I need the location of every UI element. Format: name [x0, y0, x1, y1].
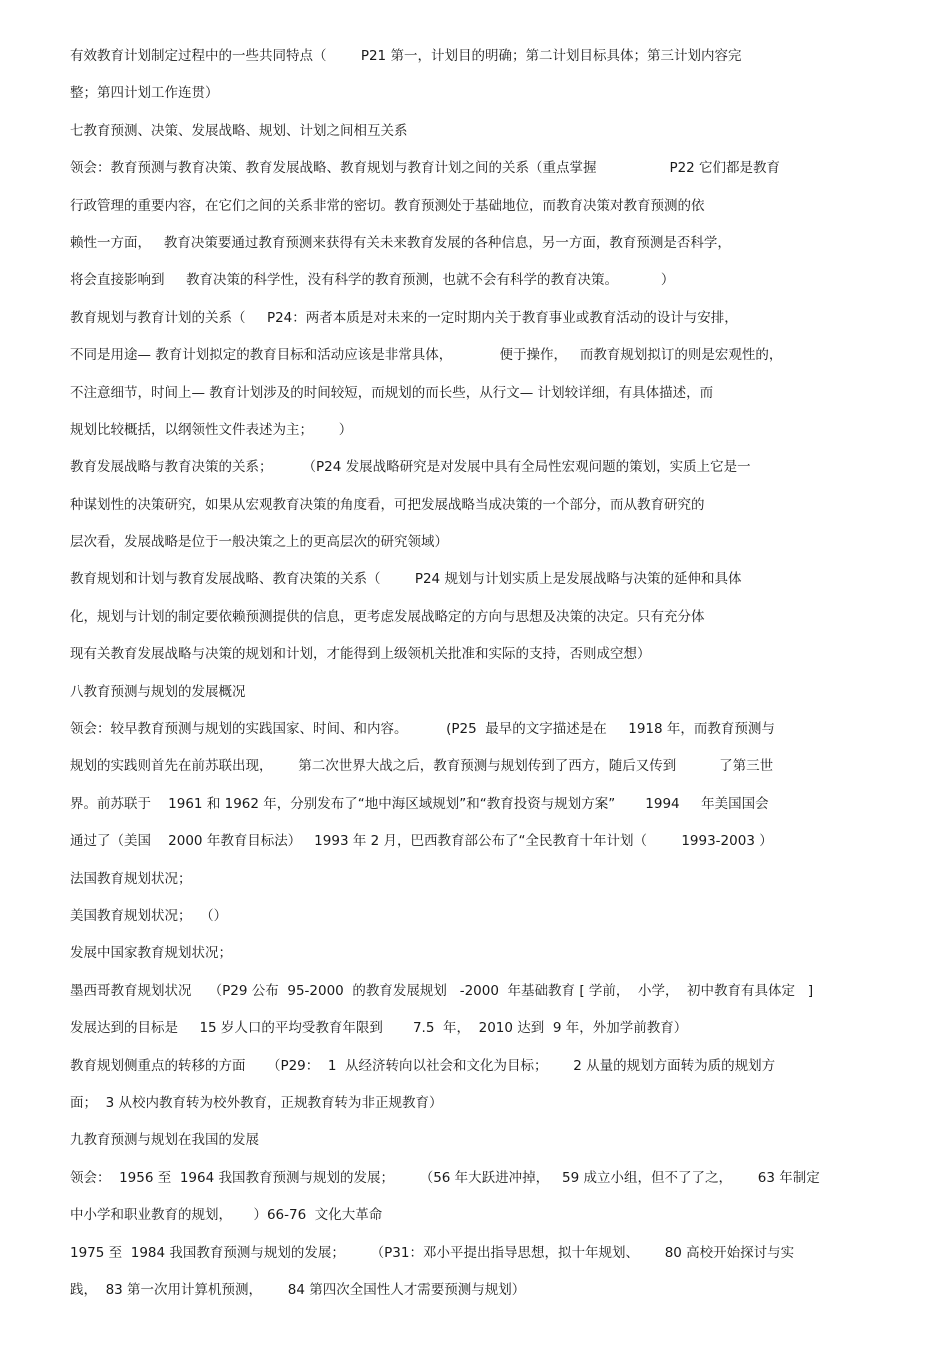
text-line: 整；第四计划工作连贯）	[70, 85, 219, 102]
text-line: 不注意细节，时间上— 教育计划涉及的时间较短，而规划的而长些，从行文— 计划较详细，有具体描述，而	[70, 384, 714, 401]
text-line: 赖性一方面， 教育决策要通过教育预测来获得有关未来教育发展的各种信息，另一方面，教育预测是否科学，	[70, 234, 731, 251]
text-line: 将会直接影响到 教育决策的科学性，没有科学的教育预测，也就不会有科学的教育决策。 ）	[70, 272, 675, 289]
text-line: 面； 3 从校内教育转为校外教育，正规教育转为非正规教育）	[70, 1094, 443, 1111]
text-line: 界。前苏联于 1961 和 1962 年，分别发布了“地中海区域规划”和“教育投资与规划方案” 1994 年美国国会	[70, 795, 769, 812]
text-line: 中小学和职业教育的规划， ）66-76 文化大革命	[70, 1207, 383, 1224]
text-line: 领会： 1956 至 1964 我国教育预测与规划的发展； （56 年大跃进冲掉， 59 成立小组，但不了了之， 63 年制定	[70, 1169, 820, 1186]
text-line: 八教育预测与规划的发展概况	[70, 683, 246, 700]
text-line: 现有关教育发展战略与决策的规划和计划，才能得到上级领机关批准和实际的支持，否则成空想）	[70, 646, 651, 663]
text-line: 墨西哥教育规划状况 （P29 公布 95-2000 的教育发展规划 -2000 年基础教育 [ 学前， 小学， 初中教育有具体定 ]	[70, 982, 814, 999]
text-line: 发展达到的目标是 15 岁人口的平均受教育年限到 7.5 年， 2010 达到 9 年，外加学前教育）	[70, 1020, 688, 1037]
text-line: 法国教育规划状况；	[70, 870, 192, 887]
text-line: 九教育预测与规划在我国的发展	[70, 1132, 259, 1149]
text-line: 践， 83 第一次用计算机预测， 84 第四次全国性人才需要预测与规划）	[70, 1281, 526, 1298]
text-line: 不同是用途— 教育计划拟定的教育目标和活动应该是非常具体， 便于操作， 而教育规划拟订的则是宏观性的，	[70, 347, 783, 364]
text-line: 领会：较早教育预测与规划的实践国家、时间、和内容。 (P25 最早的文字描述是在 1918 年，而教育预测与	[70, 721, 775, 738]
text-line: 教育规划与教育计划的关系（ P24：两者本质是对未来的一定时期内关于教育事业或教育活动的设计与安排，	[70, 309, 738, 326]
text-line: 层次看，发展战略是位于一般决策之上的更高层次的研究领域）	[70, 534, 448, 551]
text-line: 种谋划性的决策研究，如果从宏观教育决策的角度看，可把发展战略当成决策的一个部分，而从教育研究的	[70, 496, 705, 513]
text-line: 规划的实践则首先在前苏联出现， 第二次世界大战之后，教育预测与规划传到了西方，随后又传到 了第三世	[70, 758, 774, 775]
text-line: 规划比较概括，以纲领性文件表述为主； ）	[70, 421, 353, 438]
text-line: 化，规划与计划的制定要依赖预测提供的信息，更考虑发展战略定的方向与思想及决策的决定。只有充分体	[70, 608, 705, 625]
text-line: 美国教育规划状况； （）	[70, 907, 228, 924]
text-line: 教育规划和计划与教育发展战略、教育决策的关系（ P24 规划与计划实质上是发展战略与决策的延伸和具体	[70, 571, 742, 588]
document-page	[70, 38, 890, 1309]
text-line: 通过了（美国 2000 年教育目标法） 1993 年 2 月，巴西教育部公布了“全民教育十年计划（ 1993-2003 ）	[70, 833, 773, 850]
text-line: 发展中国家教育规划状况；	[70, 945, 232, 962]
text-line: 教育发展战略与教育决策的关系； （P24 发展战略研究是对发展中具有全局性宏观问题的策划，实质上它是一	[70, 459, 751, 476]
text-line: 行政管理的重要内容，在它们之间的关系非常的密切。教育预测处于基础地位，而教育决策对教育预测的依	[70, 197, 705, 214]
text-line: 教育规划侧重点的转移的方面 （P29： 1 从经济转向以社会和文化为目标； 2 从量的规划方面转为质的规划方	[70, 1057, 776, 1074]
text-line: 1975 至 1984 我国教育预测与规划的发展； （P31：邓小平提出指导思想，拟十年规划、 80 高校开始探讨与实	[70, 1244, 795, 1261]
text-line: 领会：教育预测与教育决策、教育发展战略、教育规划与教育计划之间的关系（重点掌握 P22 它们都是教育	[70, 160, 781, 177]
text-line: 七教育预测、决策、发展战略、规划、计划之间相互关系	[70, 122, 408, 139]
text-line: 有效教育计划制定过程中的一些共同特点（ P21 第一，计划目的明确；第二计划目标具体；第三计划内容完	[70, 48, 742, 64]
